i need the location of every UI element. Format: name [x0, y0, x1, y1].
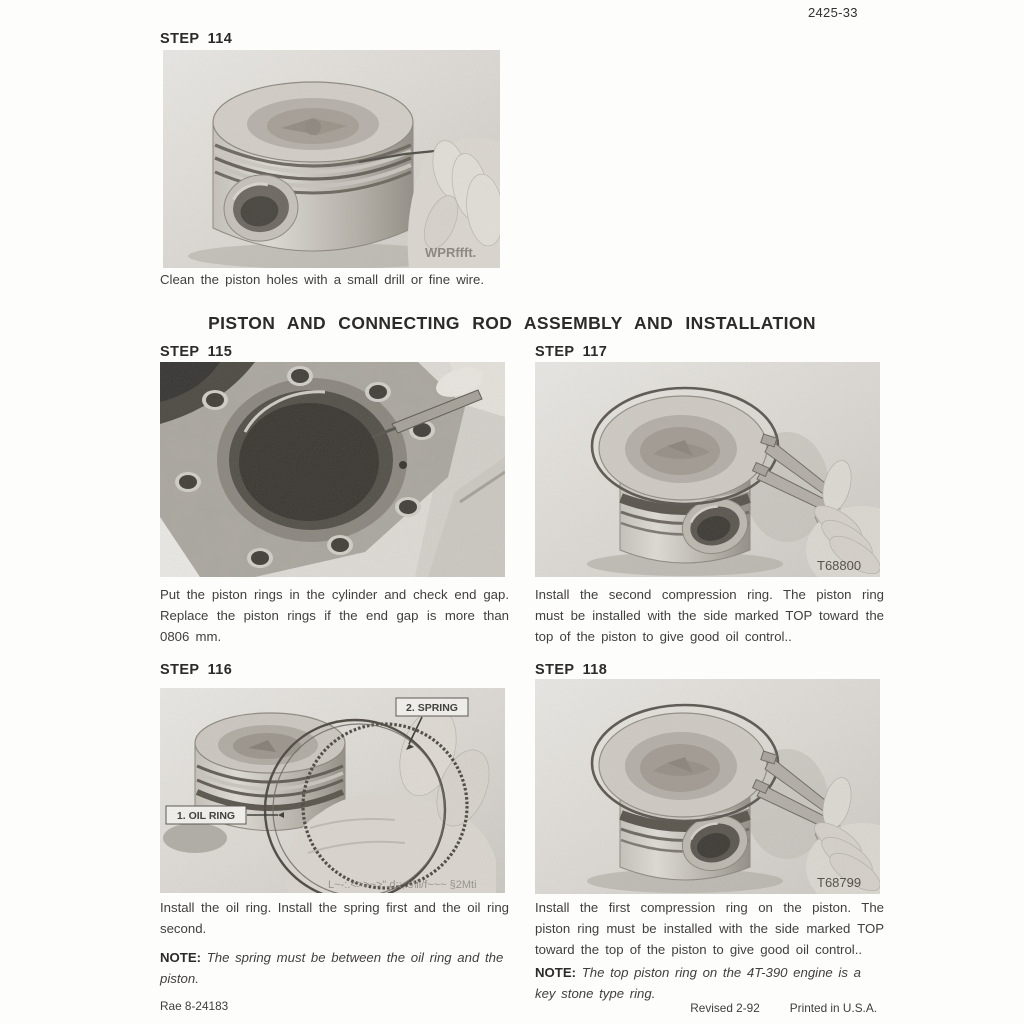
photo-116-watermark: L~-:.<>>~>".d::,.s\ii/f~~~ §2Mti — [328, 879, 477, 891]
printed-in: Printed in U.S.A. — [789, 1001, 877, 1015]
spring-callout-label: 2. SPRING — [406, 702, 458, 714]
footer-right — [690, 1001, 877, 1015]
photo-117-id: T68800 — [817, 558, 862, 573]
step-114-heading: STEP 114 — [160, 31, 233, 47]
note-text: The spring must be between the oil ring and the piston. — [160, 950, 504, 987]
section-heading: PISTON AND CONNECTING ROD ASSEMBLY AND INSTALLATION — [208, 313, 816, 333]
step-115-caption: Put the piston rings in the cylinder and check end gap. Replace the piston rings if the end gap is more than 0806 mm. — [160, 587, 509, 645]
note-label: NOTE: — [160, 950, 202, 965]
photo-118-id: T68799 — [817, 875, 862, 890]
revision-date: Revised 2-92 — [690, 1001, 760, 1015]
step-116-note — [160, 947, 509, 989]
step-117-photo — [535, 362, 880, 577]
form-number: Rae 8-24183 — [160, 999, 229, 1013]
step-117-caption: Install the second compression ring. The piston ring must be installed with the side marked TOP toward the top of the piston to give good oil control.. — [535, 587, 884, 645]
oil-ring-callout-label: 1. OIL RING — [176, 810, 236, 822]
step-114-caption: Clean the piston holes with a small drill or fine wire. — [160, 272, 485, 287]
step-115-heading: STEP 115 — [160, 344, 233, 360]
step-116-photo — [160, 688, 505, 893]
note-label: NOTE: — [535, 965, 577, 980]
step-116-caption: Install the oil ring. Install the spring first and the oil ring second. — [160, 900, 509, 937]
step-118-photo — [535, 679, 880, 894]
step-115-photo — [160, 362, 505, 577]
photo-114-watermark: WPRffft. — [425, 245, 477, 260]
step-118-caption: Install the first compression ring on the piston. The piston ring must be installed with the side marked TOP toward the top of the piston to give good oil control.. — [535, 900, 884, 958]
step-116-heading: STEP 116 — [160, 662, 233, 678]
page-number: 2425-33 — [808, 5, 858, 20]
step-118-heading: STEP 118 — [535, 662, 608, 678]
step-117-heading: STEP 117 — [535, 344, 608, 360]
step-114-photo — [163, 50, 500, 268]
note-text: The top piston ring on the 4T-390 engine is a key stone type ring. — [535, 965, 861, 1002]
step-118-note — [535, 962, 884, 1004]
